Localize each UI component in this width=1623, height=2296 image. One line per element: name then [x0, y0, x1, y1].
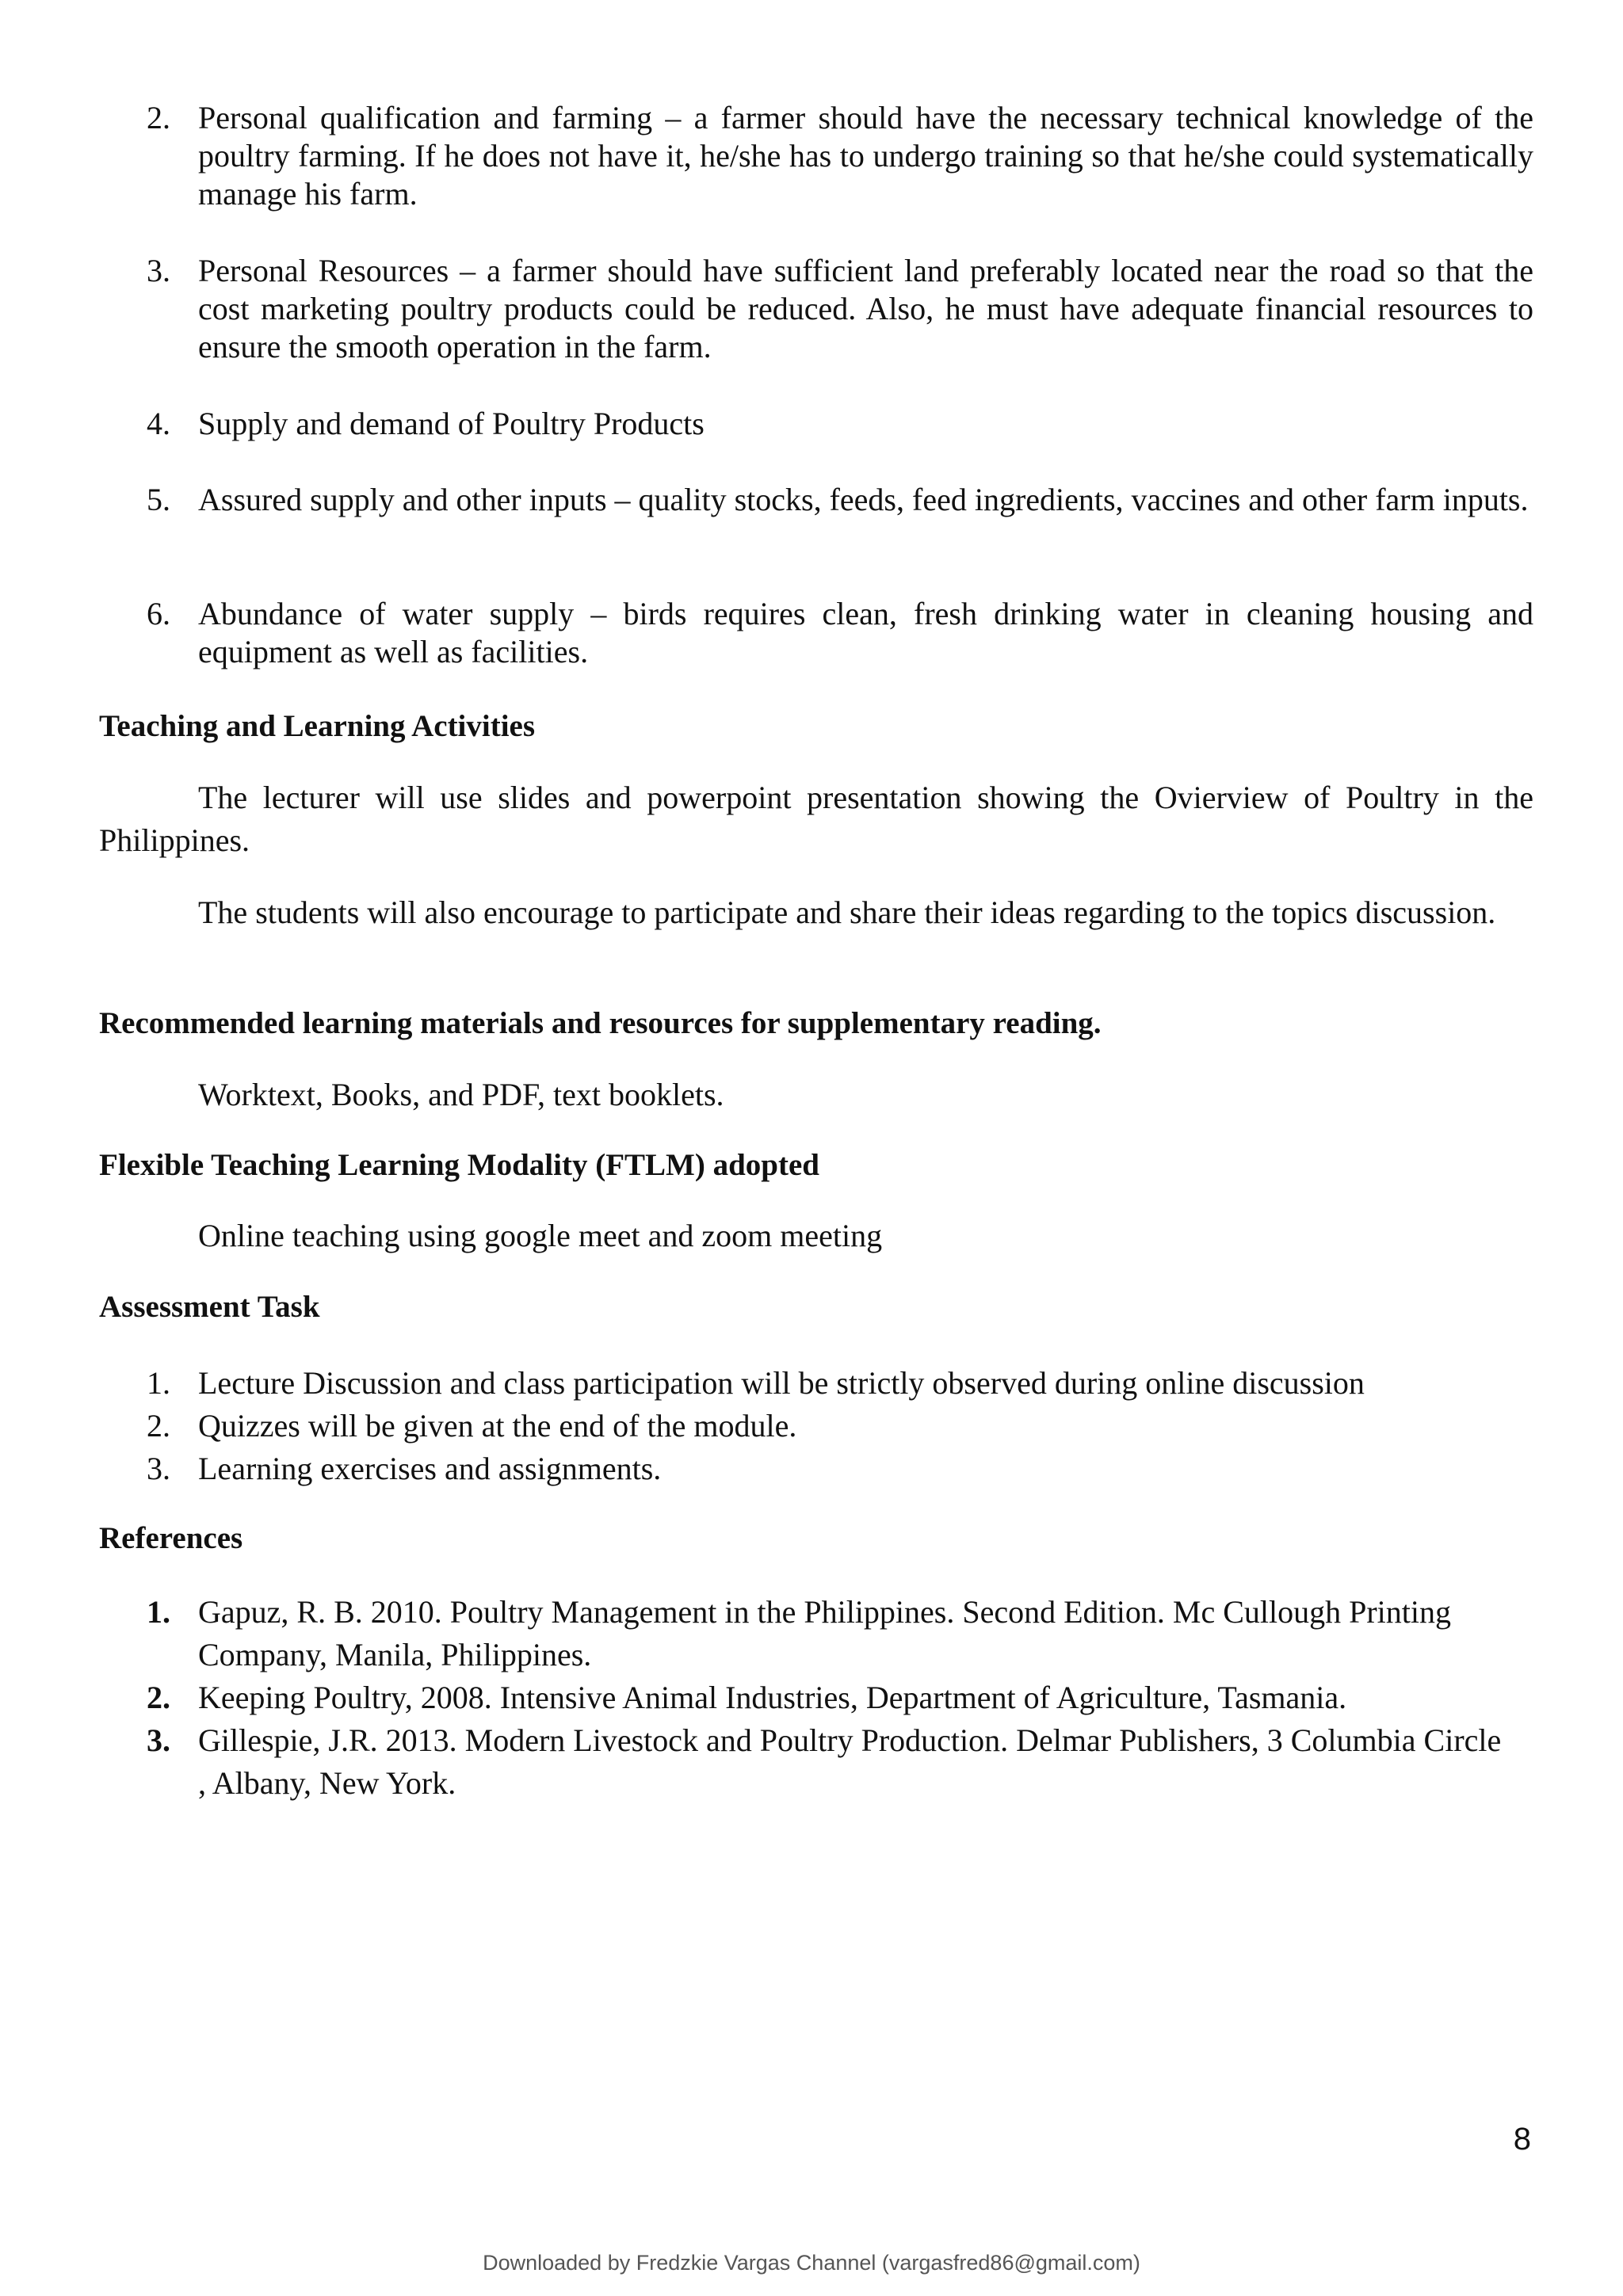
- list-item: [99, 1450, 1533, 1493]
- list-item-text: Personal Resources – a farmer should have sufficient land preferably located near the road so that the cost marketing poultry products could be reduced. Also, he must have adequate financial resources to ensure the smooth operation in the farm.: [198, 253, 1533, 364]
- list-item-text: Learning exercises and assignments.: [198, 1451, 662, 1486]
- list-marker: 1.: [147, 1365, 170, 1401]
- materials-text: Worktext, Books, and PDF, text booklets.: [198, 1077, 724, 1112]
- teaching-heading: Teaching and Learning Activities: [99, 709, 536, 743]
- list-item: [99, 99, 1533, 214]
- assessment-heading: Assessment Task: [99, 1290, 320, 1324]
- download-footer: Downloaded by Fredzkie Vargas Channel (vargasfred86@gmail.com): [483, 2251, 1140, 2275]
- list-item-text: Personal qualification and farming – a farmer should have the necessary technical knowledge of the poultry farming. If he does not have it, he/she has to undergo training so that he/she could systematically manage his farm.: [198, 100, 1533, 212]
- list-marker: 1.: [147, 1594, 170, 1630]
- list-item: [99, 481, 1533, 557]
- list-marker: 3.: [147, 253, 170, 288]
- list-marker: 2.: [147, 1408, 170, 1444]
- references-heading: References: [99, 1521, 243, 1555]
- list-item: [99, 1364, 1533, 1407]
- list-item: [99, 1407, 1533, 1450]
- teaching-paragraph: The lecturer will use slides and powerpoint presentation showing the Ovierview of Poultry in the Philippines.: [99, 780, 1533, 858]
- materials-heading: Recommended learning materials and resources for supplementary reading.: [99, 1006, 1102, 1040]
- list-item-text: Abundance of water supply – birds requires clean, fresh drinking water in cleaning housing and equipment as well as facilities.: [198, 596, 1533, 669]
- list-marker: 3.: [147, 1722, 170, 1758]
- list-item-text: Quizzes will be given at the end of the module.: [198, 1408, 797, 1444]
- reference-text: Gapuz, R. B. 2010. Poultry Management in the Philippines. Second Edition. Mc Cullough Printing Company, Manila, Philippines.: [198, 1594, 1452, 1672]
- list-item: [99, 405, 1533, 443]
- ftlm-text: Online teaching using google meet and zoom meeting: [198, 1218, 883, 1253]
- list-item-text: Supply and demand of Poultry Products: [198, 406, 705, 441]
- list-item: [99, 252, 1533, 367]
- list-item-text: Assured supply and other inputs – quality stocks, feeds, feed ingredients, vaccines and other farm inputs.: [198, 482, 1529, 517]
- requirements-list: [99, 99, 1533, 671]
- list-marker: 5.: [147, 482, 170, 517]
- list-marker: 6.: [147, 596, 170, 631]
- references-list: [99, 1591, 1502, 1805]
- teaching-paragraph: The students will also encourage to participate and share their ideas regarding to the topics discussion.: [198, 894, 1496, 930]
- assessment-list: [99, 1364, 1533, 1493]
- list-item: [99, 595, 1533, 671]
- list-marker: 4.: [147, 406, 170, 441]
- list-item-text: Lecture Discussion and class participation will be strictly observed during online discussion: [198, 1365, 1365, 1401]
- reference-item: [99, 1676, 1502, 1719]
- list-marker: 2.: [147, 1680, 170, 1715]
- page-number: 8: [1513, 2122, 1531, 2157]
- ftlm-heading: Flexible Teaching Learning Modality (FTLM) adopted: [99, 1148, 819, 1182]
- reference-text: Keeping Poultry, 2008. Intensive Animal Industries, Department of Agriculture, Tasmania.: [198, 1680, 1347, 1715]
- reference-item: [99, 1591, 1502, 1676]
- list-marker: 2.: [147, 100, 170, 135]
- reference-item: [99, 1719, 1502, 1805]
- reference-text: Gillespie, J.R. 2013. Modern Livestock and Poultry Production. Delmar Publishers, 3 Columbia Circle , Albany, New York.: [198, 1722, 1502, 1801]
- list-marker: 3.: [147, 1451, 170, 1486]
